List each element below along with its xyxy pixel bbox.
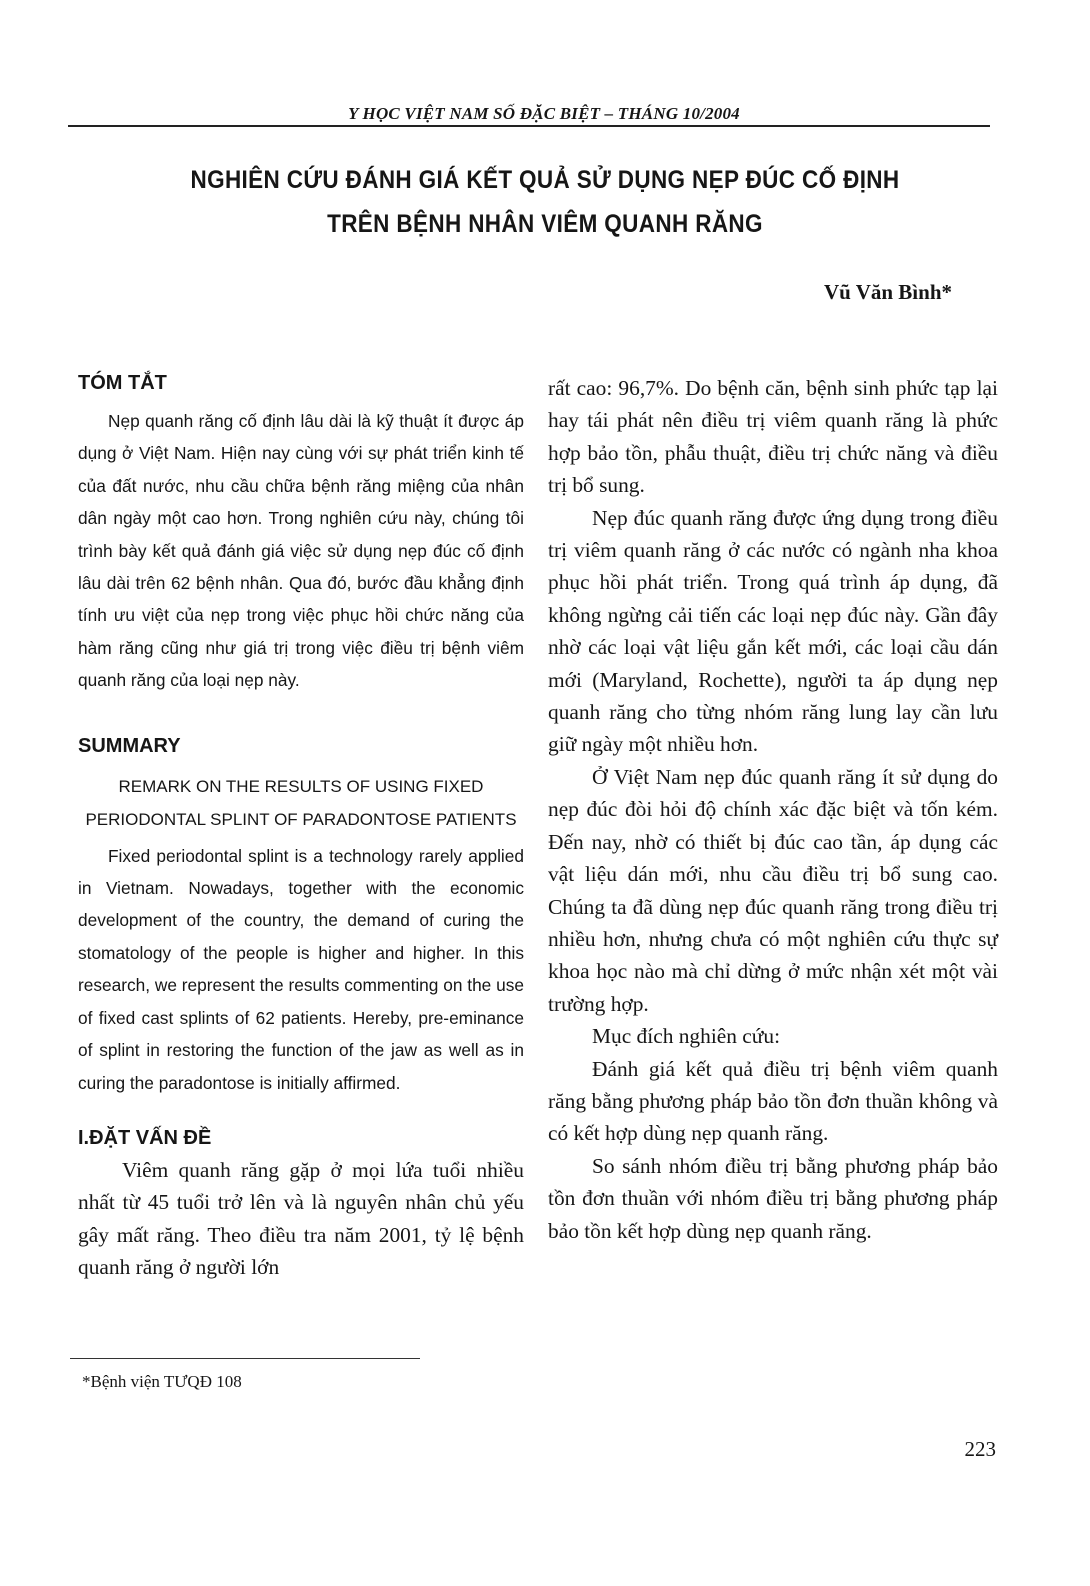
- footnote-rule: [70, 1358, 420, 1359]
- summary-title-line-1: REMARK ON THE RESULTS OF USING FIXED: [118, 776, 484, 796]
- title-line-1: NGHIÊN CỨU ĐÁNH GIÁ KẾT QUẢ SỬ DỤNG NẸP ĐÚC CỐ ĐỊNH: [190, 166, 900, 194]
- tomtat-heading: TÓM TẮT: [78, 372, 167, 394]
- section-1-para-3: Ở Việt Nam nẹp đúc quanh răng ít sử dụng do nẹp đúc đòi hỏi độ chính xác đặc biệt và tốn kém. Đến nay, nhờ có thiết bị đúc cao tần, áp dụng các vật liệu dán mới, nhu cầu điều trị bổ sung cao. Chúng ta đã dùng nẹp đúc quanh răng trong điều trị nhiều hơn, nhưng chưa có một nghiên cứu thực sự khoa học nào mà chỉ dừng ở mức nhận xét một vài trường hợp.: [548, 764, 998, 1016]
- purpose-2: So sánh nhóm điều trị bằng phương pháp bảo tồn đơn thuần với nhóm điều trị bằng phương pháp bảo tồn kết hợp dùng nẹp quanh răng.: [548, 1153, 998, 1243]
- summary-title-line-2: PERIODONTAL SPLINT OF PARADONTOSE PATIENTS: [85, 809, 517, 829]
- article-title: [136, 158, 955, 246]
- page-number: 223: [964, 1437, 996, 1461]
- left-column: [78, 372, 524, 1284]
- purpose-label: Mục đích nghiên cứu:: [592, 1024, 781, 1049]
- author-name: Vũ Văn Bình*: [823, 280, 952, 304]
- section-1-para-2: Nẹp đúc quanh răng được ứng dụng trong điều trị viêm quanh răng ở các nước có ngành nha khoa phục hồi phát triển. Trong quá trình áp dụng, đã không ngừng cải tiến các loại nẹp đúc này. Gần đây nhờ các loại vật liệu gắn kết mới, các loại cầu dán mới (Maryland, Rochette), người ta áp dụng nẹp quanh răng cho từng nhóm răng lung lay cần lưu giữ ngày một nhiều hơn.: [548, 505, 998, 757]
- right-column: [548, 372, 998, 1247]
- summary-heading: SUMMARY: [78, 734, 181, 757]
- tomtat-text: Nẹp quanh răng cố định lâu dài là kỹ thuật ít được áp dụng ở Việt Nam. Hiện nay cùng với sự phát triển kinh tế của đất nước, nhu cầu chữa bệnh răng miệng của nhân dân ngày một cao hơn. Trong nghiên cứu này, chúng tôi trình bày kết quả đánh giá việc sử dụng nẹp đúc cố định lâu dài trên 62 bệnh nhân. Qua đó, bước đầu khẳng định tính ưu việt của nẹp trong việc phục hồi chức năng của hàm răng cũng như giá trị trong việc điều trị bệnh viêm quanh răng của loại nẹp này.: [78, 411, 524, 691]
- journal-header: Y HỌC VIỆT NAM SỐ ĐẶC BIỆT – THÁNG 10/2004: [348, 104, 740, 123]
- purpose-1: Đánh giá kết quả điều trị bệnh viêm quanh răng bằng phương pháp bảo tồn đơn thuần không và có kết hợp dùng nẹp quanh răng.: [548, 1056, 998, 1146]
- summary-text: Fixed periodontal splint is a technology rarely applied in Vietnam. Nowadays, together with the economic development of the country, the demand of curing the stomatology of the people is higher and higher. In this research, we represent the results commenting on the use of fixed cast splints of 62 patients. Hereby, pre-eminance of splint in restoring the function of the jaw as well as in curing the paradontose is initially affirmed.: [78, 845, 524, 1093]
- section-1-heading: I.ĐẶT VẤN ĐỀ: [78, 1126, 212, 1149]
- header-rule: [68, 125, 990, 127]
- footnote: *Bệnh viện TƯQĐ 108: [82, 1372, 242, 1391]
- title-line-2: TRÊN BỆNH NHÂN VIÊM QUANH RĂNG: [327, 210, 763, 238]
- section-1-para-1-continued: rất cao: 96,7%. Do bệnh căn, bệnh sinh phức tạp lại hay tái phát nên điều trị viêm quanh răng là phức hợp bảo tồn, phẫu thuật, điều trị chức năng và điều trị bổ sung.: [548, 376, 998, 498]
- section-1-para-1: Viêm quanh răng gặp ở mọi lứa tuổi nhiều nhất từ 45 tuổi trở lên và là nguyên nhân chủ yếu gây mất răng. Theo điều tra năm 2001, tỷ lệ bệnh quanh răng ở người lớn: [78, 1157, 524, 1280]
